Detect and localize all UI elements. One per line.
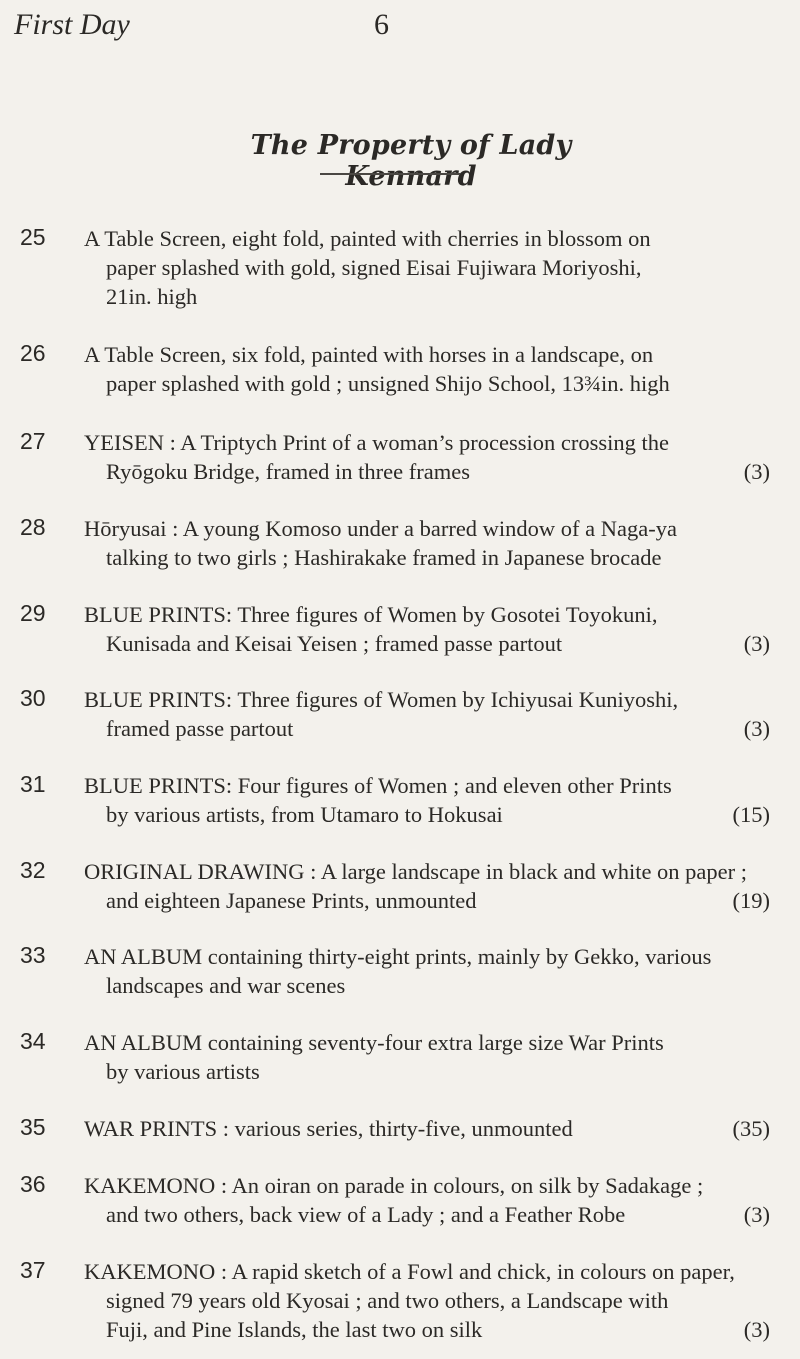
lot-line: KAKEMONO : An oiran on parade in colours, on silk by Sadakage ; [84, 1173, 704, 1198]
lot-number: 37 [20, 1257, 46, 1283]
lot-quantity: (3) [743, 716, 770, 741]
lot-number: 25 [20, 224, 46, 250]
lot-description [84, 1257, 780, 1344]
lot-quantity: (3) [743, 1317, 770, 1342]
lot-quantity: (19) [732, 888, 770, 913]
lot-line: paper splashed with gold ; unsigned Shijo School, 13¾in. high [106, 371, 670, 396]
lot-number: 33 [20, 942, 46, 968]
lot-quantity: (3) [743, 1202, 770, 1227]
lot-description [84, 1114, 780, 1143]
lot-line: Ryōgoku Bridge, framed in three frames [106, 459, 470, 484]
lot-line-with-quantity [84, 714, 780, 743]
lot-description [84, 224, 780, 311]
lot-line: AN ALBUM containing thirty-eight prints, mainly by Gekko, various [84, 944, 712, 969]
lot-line: by various artists [106, 1059, 260, 1084]
lot-line: YEISEN : A Triptych Print of a woman’s procession crossing the [84, 430, 669, 455]
section-heading-text: The Property of Lady Kennard [250, 130, 572, 192]
lot-description [84, 1171, 780, 1229]
lot-line-with-quantity [84, 1200, 780, 1229]
lot-quantity: (3) [743, 631, 770, 656]
lot-line: and eighteen Japanese Prints, unmounted [106, 888, 477, 913]
lot-line: Kunisada and Keisai Yeisen ; framed passe partout [106, 631, 563, 656]
lot-line: signed 79 years old Kyosai ; and two others, a Landscape with [106, 1288, 669, 1313]
lot-number: 27 [20, 428, 46, 454]
lot-line: framed passe partout [106, 716, 294, 741]
lot-description [84, 857, 780, 915]
lot-description [84, 514, 780, 572]
lot-line: by various artists, from Utamaro to Hokusai [106, 802, 503, 827]
lot-line: ORIGINAL DRAWING : A large landscape in black and white on paper ; [84, 859, 748, 884]
lot-line: A Table Screen, six fold, painted with horses in a landscape, on [84, 342, 654, 367]
lot-description [84, 428, 780, 486]
lot-number: 34 [20, 1028, 46, 1054]
running-head [0, 8, 800, 48]
lot-number: 32 [20, 857, 46, 883]
lot-number: 29 [20, 600, 46, 626]
lot-number: 26 [20, 340, 46, 366]
lot-description [84, 942, 780, 1000]
lot-number: 36 [20, 1171, 46, 1197]
running-head-title: First Day [14, 8, 130, 41]
lot-line-with-quantity [84, 457, 780, 486]
section-heading [0, 130, 800, 192]
lot-description [84, 685, 780, 743]
lot-line: 21in. high [106, 284, 198, 309]
lot-line: Fuji, and Pine Islands, the last two on silk [106, 1317, 483, 1342]
lot-line-with-quantity [84, 629, 780, 658]
lot-number: 30 [20, 685, 46, 711]
lot-line: BLUE PRINTS: Four figures of Women ; and eleven other Prints [84, 773, 672, 798]
lot-number: 35 [20, 1114, 46, 1140]
lot-line-with-quantity [84, 800, 780, 829]
lot-description [84, 1028, 780, 1086]
lot-line: paper splashed with gold, signed Eisai Fujiwara Moriyoshi, [106, 255, 642, 280]
lot-line-with-quantity [84, 1315, 780, 1344]
lot-number: 28 [20, 514, 46, 540]
lot-line: KAKEMONO : A rapid sketch of a Fowl and chick, in colours on paper, [84, 1259, 735, 1284]
lot-quantity: (3) [743, 459, 770, 484]
lot-line: Hōryusai : A young Komoso under a barred window of a Naga-ya [84, 516, 677, 541]
lot-line: talking to two girls ; Hashirakake framed in Japanese brocade [106, 545, 662, 570]
page-number: 6 [374, 8, 389, 41]
lot-description [84, 600, 780, 658]
lot-line: AN ALBUM containing seventy-four extra large size War Prints [84, 1030, 664, 1055]
lot-line: landscapes and war scenes [106, 973, 346, 998]
lot-quantity: (15) [732, 802, 770, 827]
lot-description [84, 340, 780, 398]
heading-rule [320, 173, 460, 175]
lot-line: BLUE PRINTS: Three figures of Women by Gosotei Toyokuni, [84, 602, 658, 627]
lot-line-with-quantity [84, 1114, 780, 1143]
lot-line: and two others, back view of a Lady ; and a Feather Robe [106, 1202, 626, 1227]
lot-number: 31 [20, 771, 46, 797]
lot-line-with-quantity [84, 886, 780, 915]
lot-line: WAR PRINTS : various series, thirty-five, unmounted [84, 1116, 573, 1141]
lot-line: BLUE PRINTS: Three figures of Women by Ichiyusai Kuniyoshi, [84, 687, 679, 712]
lot-description [84, 771, 780, 829]
lot-line: A Table Screen, eight fold, painted with cherries in blossom on [84, 226, 651, 251]
lot-quantity: (35) [732, 1116, 770, 1141]
